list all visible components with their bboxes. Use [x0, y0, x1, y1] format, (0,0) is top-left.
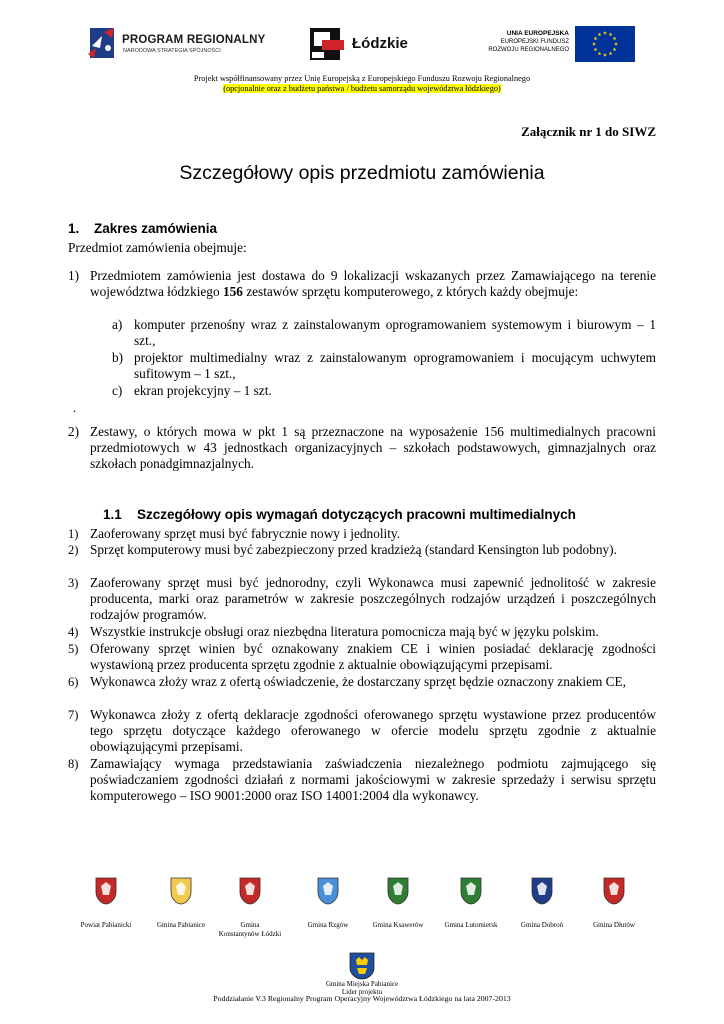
requirement-3: [68, 575, 656, 625]
eu-logo: [475, 26, 635, 62]
requirement-2: [68, 542, 656, 576]
subitem-a: [112, 317, 656, 351]
partner-name: Gmina Lutomiersk: [444, 921, 498, 929]
item-text: Wykonawca złoży z ofertą deklaracje zgodności oferowanego sprzętu wystawione przez producentów tego sprzętu dotyczące każdego oferowanego w ofercie modelu sprzętu zgodnie z aktualnie obowiązującymi przepisami.: [90, 707, 656, 755]
attachment-label: Załącznik nr 1 do SIWZ: [521, 124, 656, 139]
section1-item2: [68, 424, 656, 474]
section11-number: 1.1: [103, 507, 122, 522]
subitem-label: a): [112, 317, 123, 332]
item1-text-after: zestawów sprzętu komputerowego, z których każdy obejmuje:: [242, 284, 579, 300]
partner-crest-icon: [460, 877, 482, 905]
item-number: 1): [68, 268, 80, 283]
partner-crest-icon: [239, 877, 261, 905]
subitem-text: projektor multimedialny wraz z zainstalowanym oprogramowaniem i mocującym uchwytem sufitowym – 1 szt.,: [134, 350, 656, 382]
partner-crest-icon: [603, 877, 625, 905]
optional-financing-note: [0, 84, 724, 93]
eu-line3-text: ROZWOJU REGIONALNEGO: [488, 46, 569, 53]
item-text: Zestawy, o których mowa w pkt 1 są przeznaczone na wyposażenie 156 multimedialnych pracowni przedmiotowych w 43 jednostkach organizacyjnych – szkołach podstawowych, gimnazjalnych oraz szkołach ponadgimnazjalnych.: [90, 424, 656, 472]
item-text: Zamawiający wymaga przedstawiania zaświadczenia niezależnego podmiotu zajmującego się poświadczaniem zgodności działań z normami jakościowymi w zakresie sprzedaży i serwisu sprzętu komputerowego – ISO 9001:2000 oraz ISO 14001:2004 dla wykonawcy.: [90, 756, 656, 804]
section1-number: 1.: [68, 221, 80, 236]
partner-name: Gmina Pabianice: [156, 921, 205, 929]
item-number: 4): [68, 625, 79, 639]
partner-crest-icon: [387, 877, 409, 905]
item-text: Zaoferowany sprzęt musi być jednorodny, czyli Wykonawca musi zapewnić jednolitość w zakresie producenta, marki oraz parametrów w zakresie poszczególnych rodzajów urządzeń i poszczególnych rodzajów programów.: [90, 575, 656, 623]
item-number: 5): [68, 642, 79, 656]
lodzkie-logo: [308, 26, 418, 64]
requirement-8: [68, 756, 656, 806]
section1-title: Zakres zamówienia: [94, 221, 218, 236]
lider-name: Gmina Miejska Pabianice: [325, 980, 399, 988]
item-text: Oferowany sprzęt winien być oznakowany znakiem CE i winien posiadać deklarację zgodności wystawioną przez producenta sprzętu zgodnie z aktualnie obowiązującymi przepisami.: [90, 641, 656, 673]
program-regionalny-emblem-icon: [86, 26, 120, 62]
partner-name: Gmina Dobroń: [520, 921, 564, 929]
subitem-c: [112, 383, 656, 401]
item-number: 6): [68, 675, 79, 689]
item1-text-before: Przedmiotem zamówienia jest dostawa do 9 lokalizacji wskazanych przez Zamawiającego na terenie województwa łódzkiego: [90, 268, 656, 300]
item-text: Sprzęt komputerowy musi być zabezpieczony przed kradzieżą (standard Kensington lub podobny).: [90, 542, 617, 557]
stray-dot: .: [73, 400, 77, 415]
lider-crest-icon: [349, 952, 375, 980]
section11-title: Szczegółowy opis wymagań dotyczących pracowni multimedialnych: [137, 507, 576, 522]
partner-name: Gmina Rzgów: [307, 921, 349, 929]
program-regionalny-logo: [86, 26, 266, 62]
section1-heading: [68, 221, 217, 236]
lider-role: Lider projektu: [341, 988, 383, 996]
requirement-7: [68, 707, 656, 757]
subitem-b: [112, 350, 656, 384]
subitem-label: c): [112, 383, 123, 398]
page-title: Szczegółowy opis przedmiotu zamówienia: [179, 162, 545, 184]
item-text: Zaoferowany sprzęt musi być fabrycznie nowy i jednolity.: [90, 526, 401, 541]
item-number: 8): [68, 757, 79, 771]
eu-line2-text: EUROPEJSKI FUNDUSZ: [500, 39, 569, 45]
item-text: [90, 268, 656, 300]
item-number: 3): [68, 576, 79, 590]
cofinancing-note: Projekt współfinansowany przez Unię Europejską z Europejskiego Funduszu Rozwoju Regionalnego: [193, 74, 531, 83]
eu-line1: UNIA EUROPEJSKA: [506, 30, 569, 37]
item-number: 2): [68, 543, 79, 557]
partner-crest-icon: [170, 877, 192, 905]
program-regionalny-subtitle: NARODOWA STRATEGIA SPÓJNOŚCI: [123, 48, 221, 54]
lodzkie-emblem-icon: [308, 26, 348, 64]
section1-item1: [68, 268, 656, 318]
lodzkie-name: Łódzkie: [352, 35, 408, 52]
subitem-label: b): [112, 350, 124, 365]
partner-name: Gmina Ksawerów: [372, 921, 424, 929]
program-regionalny-title: PROGRAM REGIONALNY: [122, 34, 266, 46]
item-number: 1): [68, 527, 79, 541]
section1-intro: Przedmiot zamówienia obejmuje:: [68, 240, 247, 255]
partner-name: Gmina Konstantynów Łódzki: [218, 921, 282, 938]
subitem-text: komputer przenośny wraz z zainstalowanym oprogramowaniem systemowym i biurowym – 1 szt.,: [134, 317, 656, 349]
poddzialanie-note: Poddziałanie V.3 Regionalny Program Operacyjny Województwa Łódzkiego na lata 2007-2013: [213, 994, 511, 1003]
partner-name: Gmina Dłutów: [593, 921, 635, 929]
partner-crest-icon: [95, 877, 117, 905]
eu-line2: [488, 39, 569, 54]
subitem-text: ekran projekcyjny – 1 szt.: [134, 383, 272, 398]
requirement-6: [68, 674, 656, 708]
item-number: 2): [68, 424, 80, 439]
section11-heading: [103, 507, 576, 522]
optional-financing-highlight: (opcjonalnie oraz z budżetu państwa / budżetu samorządu województwa łódzkiego): [223, 84, 501, 93]
item1-count: 156: [222, 284, 243, 300]
item-number: 7): [68, 708, 79, 722]
item-text: Wykonawca złoży wraz z ofertą oświadczenie, że dostarczany sprzęt będzie oznaczony znakiem CE,: [90, 674, 626, 689]
partner-name: Powiat Pabianicki: [80, 921, 132, 929]
requirement-4: [68, 624, 656, 642]
partner-crest-icon: [317, 877, 339, 905]
eu-flag-icon: [575, 26, 635, 62]
requirement-5: [68, 641, 656, 675]
partner-crest-icon: [531, 877, 553, 905]
item-text: Wszystkie instrukcje obsługi oraz niezbędna literatura pomocnicza mają być w języku polskim.: [90, 624, 599, 639]
